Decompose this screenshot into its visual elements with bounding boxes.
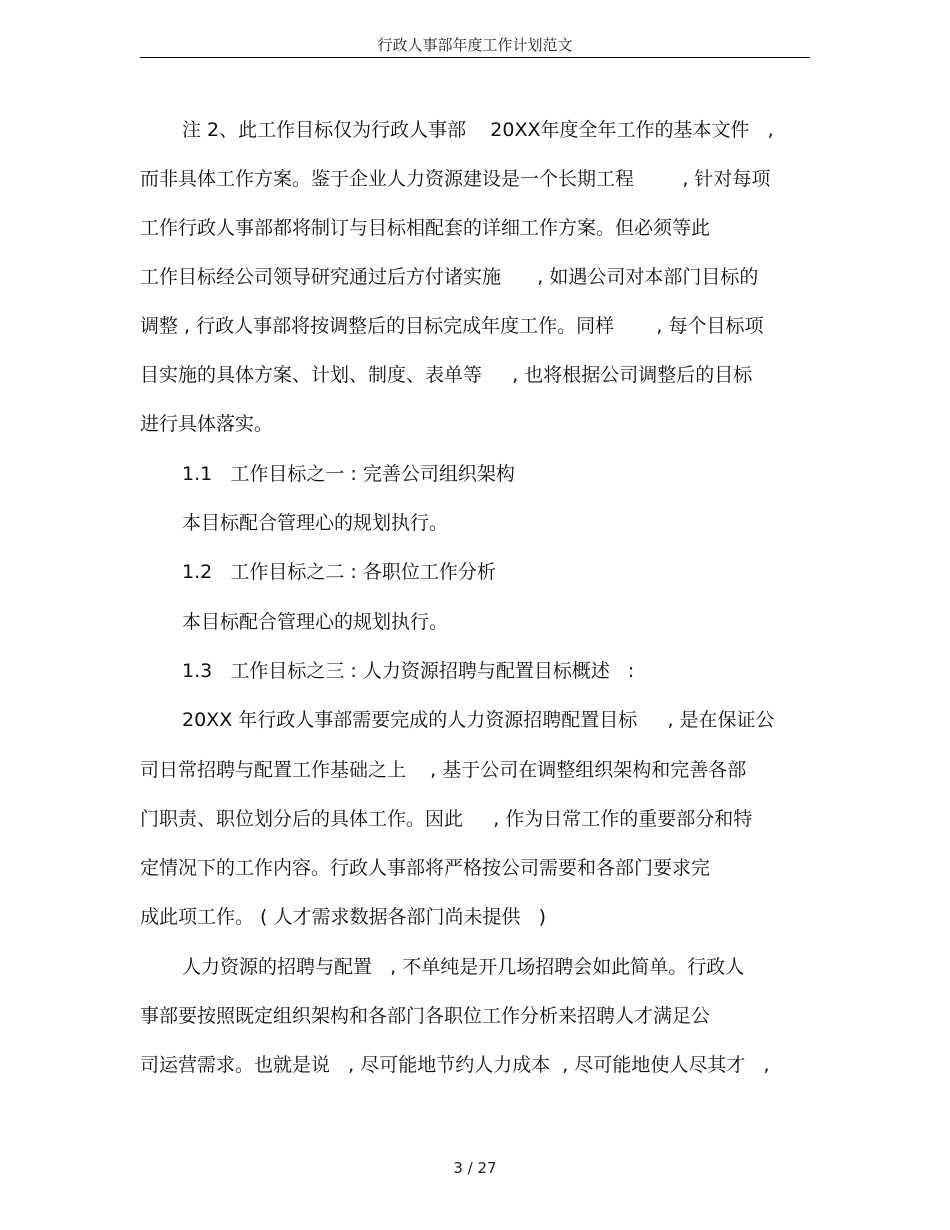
- body-line: 司运营需求。也就是说 , 尽可能地节约人力成本 , 尽可能地使人尽其才 ,: [140, 1054, 770, 1076]
- body-line: 工作目标经公司领导研究通过后方付诸实施 , 如遇公司对本部门目标的: [140, 266, 759, 288]
- body-line: 事部要按照既定组织架构和各部门各职位工作分析来招聘人才满足公: [140, 1005, 711, 1027]
- body-line: 成此项工作。 ( 人才需求数据各部门尚未提供 ): [140, 906, 547, 928]
- body-line: 人力资源的招聘与配置 , 不单纯是开几场招聘会如此简单。行政人: [182, 956, 745, 978]
- body-line: 20XX 年行政人事部需要完成的人力资源招聘配置目标 , 是在保证公: [182, 709, 775, 731]
- section-heading-1-3: 1.3 工作目标之三 : 人力资源招聘与配置目标概述 :: [182, 660, 635, 682]
- section-heading-1-2: 1.2 工作目标之二 : 各职位工作分析: [182, 561, 496, 583]
- body-line: 工作行政人事部都将制订与目标相配套的详细工作方案。但必须等此: [140, 217, 711, 239]
- header-divider: [140, 57, 810, 58]
- page-header-title: 行政人事部年度工作计划范文: [377, 36, 573, 54]
- body-line: 目实施的具体方案、计划、制度、表单等 , 也将根据公司调整后的目标: [140, 364, 753, 386]
- body-line: 本目标配合管理心的规划执行。: [182, 611, 449, 633]
- section-heading-1-1: 1.1 工作目标之一 : 完善公司组织架构: [182, 463, 515, 485]
- body-line: 定情况下的工作内容。行政人事部将严格按公司需要和各部门要求完: [140, 857, 711, 879]
- body-line: 而非具体工作方案。鉴于企业人力资源建设是一个长期工程 , 针对每项: [140, 168, 771, 190]
- body-line: 调整 , 行政人事部将按调整后的目标完成年度工作。同样 , 每个目标项: [140, 315, 764, 337]
- body-line: 注 2、此工作目标仅为行政人事部 20XX年度全年工作的基本文件 ,: [182, 119, 774, 141]
- body-line: 门职责、职位划分后的具体工作。因此 , 作为日常工作的重要部分和特: [140, 808, 753, 830]
- body-line: 进行具体落实。: [140, 413, 274, 435]
- body-line: 本目标配合管理心的规划执行。: [182, 512, 449, 534]
- page-number: 3 / 27: [453, 1159, 497, 1177]
- body-line: 司日常招聘与配置工作基础之上 , 基于公司在调整组织架构和完善各部: [140, 759, 747, 781]
